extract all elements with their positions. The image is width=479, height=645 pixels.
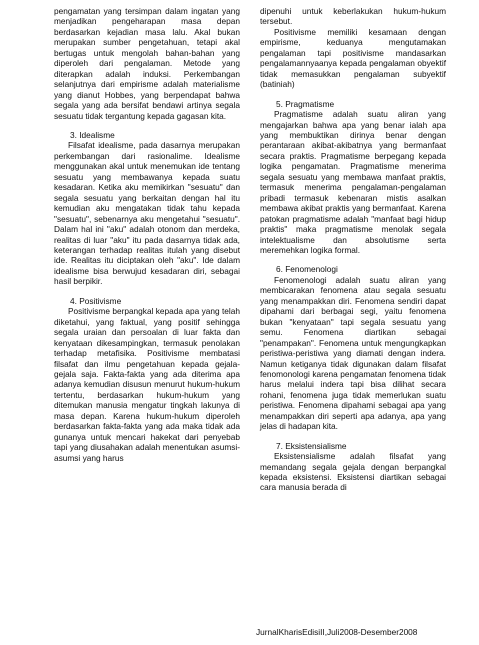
- paragraph-positivisme: Positivisme berpangkal kepada apa yang telah diketahui, yang faktual, yang positif sehingga segala uraian dan persoalan di luar fakta dan kenyataan dikesampingkan, termasuk penolakan terhadap metafisika. Positivisme membatasi filsafat dan ilmu pengetahuan kepada gejala-gejala saja. Fakta-fakta yang ada diterima apa adanya kemudian disusun menurut hukum-hukum tertentu, berdasarkan hukum-hukum yang ditemukan manusia mengatur tingkah lakunya di masa depan. Karena hukum-hukum diperoleh berdasarkan fakta-fakta yang ada maka tidak ada gunanya untuk mencari hakekat dari penyebab tapi yang diusahakan adalah menentukan asumsi-asumsi yang harus: [54, 306, 240, 463]
- section-heading-idealisme: 3. Idealisme: [70, 129, 115, 140]
- right-column: [260, 6, 446, 493]
- paragraph-positivisme-empirisme: Positivisme memiliki kesamaan dengan empirisme, keduanya mengutamakan pengalaman tapi positivisme mandasarkan pengalamannyaanya kepada pengalaman obyektif tidak memasukkan pengalaman subyektif (batiniah): [260, 26, 446, 90]
- section-heading-eksistensialisme: 7. Eksistensialisme: [276, 440, 347, 451]
- section-heading-pragmatisme: 5. Pragmatisme: [276, 98, 335, 109]
- paragraph-empirisme-continued: pengamatan yang tersimpan dalam ingatan yang menjadikan pengeharapan masa depan berdasarkan kejadian masa lalu. Akal bukan merupakan sumber pengetahuan, tetapi akal bertugas untuk mengolah bahan-bahan yang diperoleh dari pengalaman. Metode yang diterapkan adalah induksi. Perkembangan selanjutnya dari empirisme adalah materialisme yang dianut Hobbes, yang berpendapat bahwa segala yang ada bersifat bendawi artinya segala sesuatu tidak tergantung kepada gagasan kita.: [54, 6, 240, 121]
- paragraph-positivisme-continued: dipenuhi untuk keberlakukan hukum-hukum tersebut.: [260, 6, 446, 27]
- paragraph-idealisme: Filsafat idealisme, pada dasarnya merupakan perkembangan dari rasionalime. Idealisme menggunakan akal untuk menemukan ide tentang sesuatu yang membawanya kepada suatu kesadaran. Ketika aku memikirkan "sesuatu" dan segala sesuatu yang berkaitan dengan hal itu kemudian aku mengatakan tidak tahu kepada "sesuatu", sebenarnya aku mengetahui "sesuatu". Dalam hal ini "aku" adalah otonom dan merdeka, realitas di luar "aku" itu pada dasarnya tidak ada, keterangan terhadap realitas itulah yang disebut ide. Realitas itu diciptakan oleh "aku". Ide dalam idealisme bisa berwujud kesadaran diri, sebagai hasil berpikir.: [54, 140, 240, 287]
- page-footer: JurnalKharisEdisiII,Juli2008-Desember2008: [256, 627, 418, 637]
- paragraph-pragmatisme: Pragmatisme adalah suatu aliran yang mengajarkan bahwa apa yang benar ialah apa yang membuktikan dirinya benar dengan perantaraan akibat-akibatnya yang bermanfaat secara praktis. Pragmatisme berpegang kepada logika pengamatan. Pragmatisme menerima segala sesuatu yang membawa manfaat praktis, termasuk menerima pengalaman-pengalaman pribadi termasuk kebenaran mistis asalkan membawa akibat praktis yang bermanfaat. Karena patokan pragmatisme adalah "manfaat bagi hidup praktis" maka pragmatisme menolak segala intelektualisme dan absolutisme serta meremehkan logika formal.: [260, 109, 446, 255]
- paragraph-eksistensialisme: Eksistensialisme adalah filsafat yang memandang segala gejala dengan berpangkal kepada eksistensi. Eksistensi diartikan sebagai cara manusia berada di: [260, 451, 446, 493]
- section-heading-positivisme: 4. Positivisme: [70, 295, 122, 306]
- left-column: [54, 6, 240, 463]
- section-heading-fenomenologi: 6. Fenomenologi: [276, 264, 338, 275]
- paragraph-fenomenologi: Fenomenologi adalah suatu aliran yang membicarakan fenomena atau segala sesuatu yang menampakkan diri. Fenomena sendiri dapat dipahami dari berbagai segi, yaitu fenomena bukan "kenyataan" tapi segala sesuatu yang semu. Fenomena diartikan sebagai "penampakan". Fenomena untuk mengungkapkan peristiwa-peristiwa yang diamati dengan indera. Namun ketiganya tidak digunakan dalam filsafat fenomonologi karena pengamatan fenomena tidak harus melalui indera tapi bisa dilihat secara rohani, fenomena juga tidak memerlukan suatu peristiwa. Fenomena dipahami sebagai apa yang menampakkan diri seperti apa adanya, apa yang jelas di hadapan kita.: [260, 274, 446, 432]
